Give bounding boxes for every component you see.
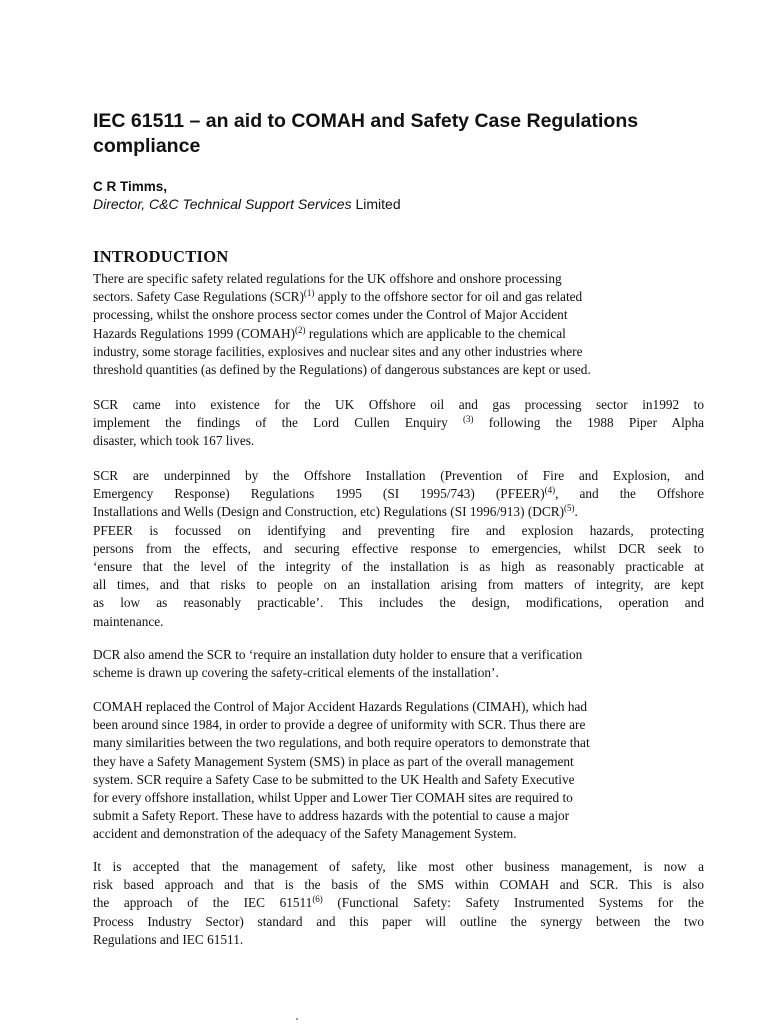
line-text: following the 1988 Piper Alpha xyxy=(473,415,704,431)
author-affiliation xyxy=(93,196,401,212)
paragraph-line: all times, and that risks to people on an installation arising from matters of integrity, are kept xyxy=(93,577,704,593)
paragraph-line: SCR came into existence for the UK Offshore oil and gas processing sector in1992 to xyxy=(93,397,704,412)
paragraph-line: accident and demonstration of the adequacy of the Safety Management System. xyxy=(93,826,517,842)
line-text: implement the findings of the Lord Cullen Enquiry xyxy=(93,415,463,431)
reference-marker: (5) xyxy=(564,503,575,514)
paragraph-line xyxy=(93,503,704,521)
paragraph-line: many similarities between the two regulations, and both require operators to demonstrate that xyxy=(93,735,590,751)
paragraph-line: Process Industry Sector) standard and this paper will outline the synergy between the two xyxy=(93,913,704,929)
paragraph-line: they have a Safety Management System (SMS) in place as part of the overall management xyxy=(93,753,574,769)
paragraph-line: processing, whilst the onshore process sector comes under the Control of Major Accident xyxy=(93,307,568,323)
paragraph-line: ‘ensure that the level of the integrity of the installation is as high as reasonably practicable at xyxy=(93,559,704,575)
line-text: sectors. Safety Case Regulations (SCR) xyxy=(93,289,304,305)
paragraph-5 xyxy=(93,698,704,844)
paragraph-line: disaster, which took 167 lives. xyxy=(93,433,255,449)
paragraph-line: PFEER is focussed on identifying and preventing fire and explosion hazards, protecting xyxy=(93,522,704,538)
line-text: apply to the offshore sector for oil and gas related xyxy=(314,289,583,305)
line-text: Emergency Response) Regulations 1995 (SI 1995/743) (PFEER) xyxy=(93,486,545,502)
paragraph-1 xyxy=(93,270,704,379)
paragraph-6 xyxy=(93,858,704,949)
reference-marker: (1) xyxy=(303,288,315,299)
line-text: , and the Offshore xyxy=(555,486,704,502)
paragraph-line xyxy=(93,325,704,343)
paragraph-line: SCR are underpinned by the Offshore Installation (Prevention of Fire and Explosion, and xyxy=(93,468,704,483)
reference-marker: (6) xyxy=(312,894,323,905)
section-heading: INTRODUCTION xyxy=(93,247,229,266)
line-text: (Functional Safety: Safety Instrumented Systems for the xyxy=(322,895,704,911)
paragraph-line xyxy=(93,894,704,912)
paragraph-3 xyxy=(93,467,704,631)
author-name: C R Timms, xyxy=(93,179,168,194)
paragraph-line: industry, some storage facilities, explosives and nuclear sites and any other industries where xyxy=(93,343,583,359)
paragraph-line: been around since 1984, in order to provide a degree of uniformity with SCR. Thus there are xyxy=(93,717,586,733)
line-text: Installations and Wells (Design and Construction, etc) Regulations (SI 1996/913) (DCR) xyxy=(93,504,565,520)
paragraph-line: submit a Safety Report. These have to address hazards with the potential to cause a major xyxy=(93,808,570,824)
paragraph-line: system. SCR require a Safety Case to be submitted to the UK Health and Safety Executive xyxy=(93,771,575,787)
reference-marker: (2) xyxy=(295,324,306,335)
paragraph-line: It is accepted that the management of safety, like most other business management, is now a xyxy=(93,859,704,874)
paragraph-line: There are specific safety related regulations for the UK offshore and onshore processing xyxy=(93,271,562,286)
paragraph-line xyxy=(93,414,704,432)
paragraph-line: persons from the effects, and securing effective response to emergencies, whilst DCR seek to xyxy=(93,540,704,556)
paragraph-line: maintenance. xyxy=(93,613,164,629)
reference-marker: (4) xyxy=(544,485,556,496)
paragraph-2 xyxy=(93,396,704,451)
paragraph-line: risk based approach and that is the basis of the SMS within COMAH and SCR. This is also xyxy=(93,877,704,893)
document-title: IEC 61511 – an aid to COMAH and Safety Case Regulations compliance xyxy=(93,110,639,157)
line-text: the approach of the IEC 61511 xyxy=(93,895,313,911)
scan-speck xyxy=(296,1018,298,1020)
line-text: . xyxy=(574,504,578,520)
paragraph-line: DCR also amend the SCR to ‘require an installation duty holder to ensure that a verification xyxy=(93,647,583,662)
paragraph-line: Regulations and IEC 61511. xyxy=(93,931,244,947)
paragraph-line: as low as reasonably practicable’. This includes the design, modifications, operation and xyxy=(93,595,704,611)
paragraph-line: scheme is drawn up covering the safety-critical elements of the installation’. xyxy=(93,665,499,681)
affiliation-role: Director, xyxy=(93,196,150,212)
paragraph-line: threshold quantities (as defined by the Regulations) of dangerous substances are kept or used. xyxy=(93,362,591,378)
affiliation-suffix: Limited xyxy=(351,196,401,212)
line-text: regulations which are applicable to the chemical xyxy=(305,325,566,341)
paragraph-line xyxy=(93,485,704,503)
paragraph-line xyxy=(93,288,704,306)
paragraph-line: COMAH replaced the Control of Major Accident Hazards Regulations (CIMAH), which had xyxy=(93,699,588,714)
paragraph-line: for every offshore installation, whilst Upper and Lower Tier COMAH sites are required to xyxy=(93,790,573,806)
paragraph-4 xyxy=(93,646,704,682)
reference-marker: (3) xyxy=(462,414,474,425)
line-text: Hazards Regulations 1999 (COMAH) xyxy=(93,325,296,341)
affiliation-organisation: C&C Technical Support Services xyxy=(149,196,352,212)
